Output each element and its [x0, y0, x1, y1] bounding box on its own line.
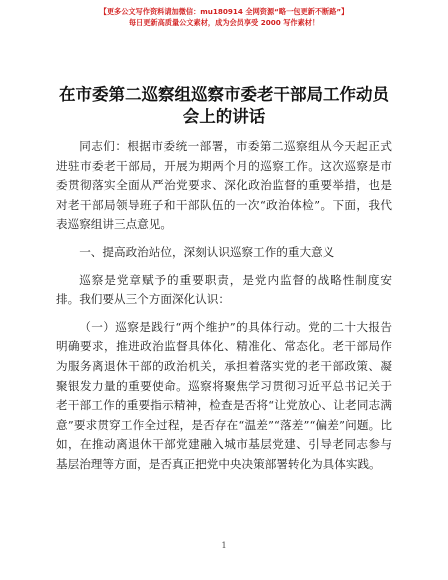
paragraph-intro: 巡察是党章赋予的重要职责，是党内监督的战略性制度安排。我们要从三个方面深化认识： — [56, 272, 392, 307]
document-body — [56, 137, 392, 475]
paragraph-greeting: 同志们：根据市委统一部署，市委第二巡察组从今天起正式进驻市委老干部局，开展为期两个月的巡察工作。这次巡察是市委贯彻落实全面从严治党要求、深化政治监督的重要举措，也是对老干部局领导班子和干部队伍的一次“政治体检”。下面，我代表巡察组讲三点意见。 — [56, 139, 392, 232]
promo-banner — [0, 6, 448, 28]
document-title — [40, 84, 408, 128]
banner-line-1: 【更多公文写作资料请加微信：mu180914 全网资源“略一包更新不断路”】 — [99, 7, 349, 16]
title-line-2: 会上的讲话 — [182, 107, 266, 126]
banner-line-2: 每日更新高质量公文素材，成为会员享受 2000 写作素材！ — [128, 18, 320, 27]
page-number: 1 — [221, 541, 227, 550]
paragraph-point-1: （一）巡察是践行“两个维护”的具体行动。党的二十大报告明确要求，推进政治监督具体化、精准化、常态化。老干部局作为服务离退休干部的政治机关，承担着落实党的老干部政策、凝聚银发力量的重要使命。巡察将聚焦学习贯彻习近平总书记关于老干部工作的重要指示精神，检查是否将“让党放心、让老同志满意”要求贯穿工作全过程，是否存在“温差”“落差”“偏差”问题。比如，在推动离退休干部党建融入城市基层党建、引导老同志参与基层治理等方面，是否真正把党中央决策部署转化为具体实践。 — [56, 319, 392, 471]
title-line-1: 在市委第二巡察组巡察市委老干部局工作动员 — [59, 85, 389, 104]
section-heading-1: 一、提高政治站位，深刻认识巡察工作的重大意义 — [79, 244, 335, 259]
